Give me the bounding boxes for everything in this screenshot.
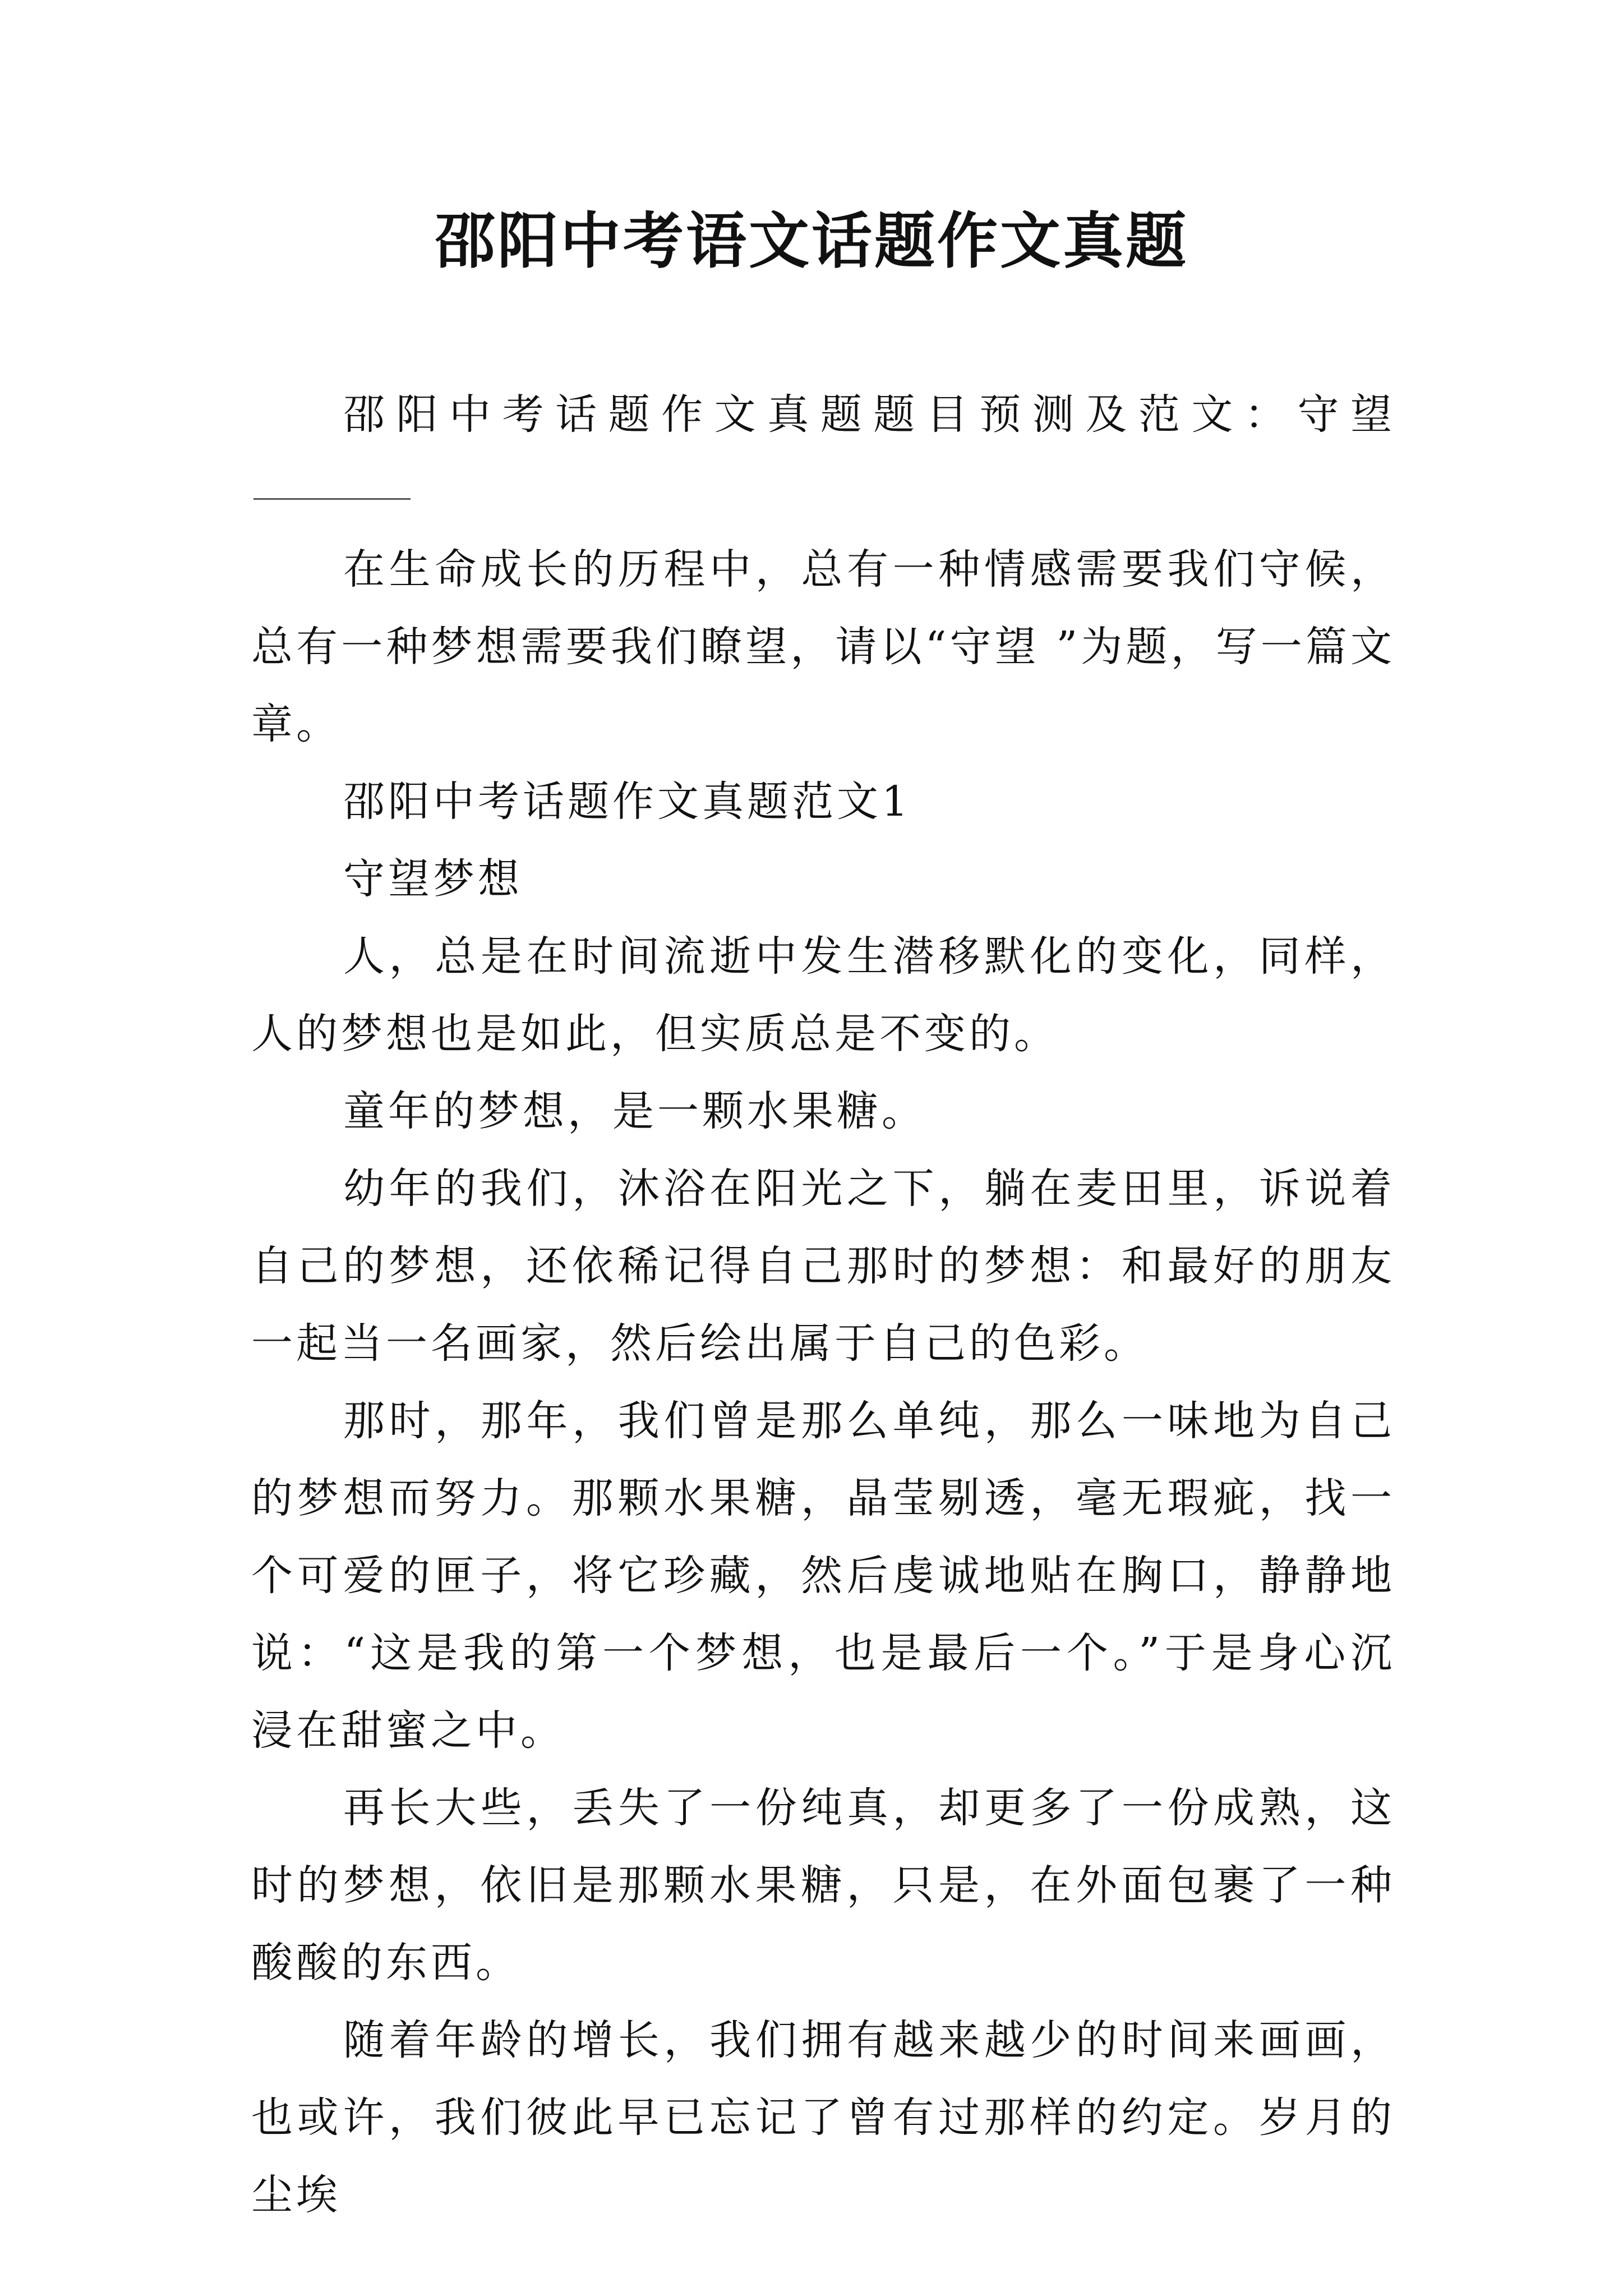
paragraph: 那时，那年，我们曾是那么单纯，那么一味地为自己的梦想而努力。那颗水果糖，晶莹剔透，毫无瑕疵，找一个可爱的匣子，将它珍藏，然后虔诚地贴在胸口，静静地说：“这是我的第一个梦想，也是最后一个。”于是身心沉浸在甜蜜之中。 [251, 1397, 1395, 1755]
paragraph: 童年的梦想，是一颗水果糖。 [343, 1087, 926, 1135]
paragraph-prompt: 在生命成长的历程中，总有一种情感需要我们守候，总有一种梦想需要我们瞭望，请以“守望 ”为题，写一篇文章。 [251, 545, 1395, 748]
paragraph-essay-title: 守望梦想 [343, 855, 523, 903]
paragraph-sample-heading: 邵阳中考话题作文真题范文1 [343, 777, 912, 826]
fill-in-blank-line [253, 495, 411, 500]
document-body [251, 376, 1395, 2234]
paragraph: 人，总是在时间流逝中发生潜移默化的变化，同样，人的梦想也是如此，但实质总是不变的。 [251, 932, 1395, 1058]
paragraph-prompt-heading [251, 376, 1395, 531]
paragraph: 随着年龄的增长，我们拥有越来越少的时间来画画，也或许，我们彼此早已忘记了曾有过那样的约定。岁月的尘埃 [251, 2016, 1395, 2219]
document-title: 邵阳中考语文话题作文真题 [434, 206, 1188, 277]
paragraph: 再长大些，丢失了一份纯真，却更多了一份成熟，这时的梦想，依旧是那颗水果糖，只是，在外面包裹了一种酸酸的东西。 [251, 1784, 1395, 1987]
paragraph-text: 邵阳中考话题作文真题题目预测及范文：守望 [343, 390, 1395, 439]
paragraph: 幼年的我们，沐浴在阳光之下，躺在麦田里，诉说着自己的梦想，还依稀记得自己那时的梦想：和最好的朋友一起当一名画家，然后绘出属于自己的色彩。 [251, 1165, 1395, 1368]
